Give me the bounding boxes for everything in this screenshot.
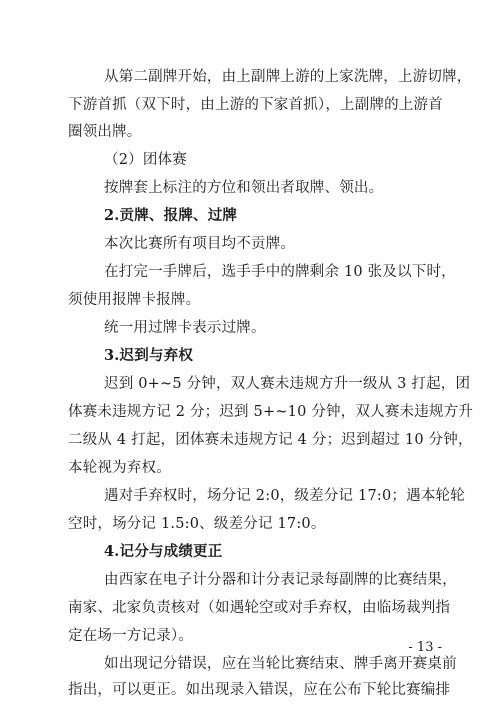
section-heading: 4.记分与成绩更正 [104,543,223,560]
paragraph-line: 从第二副牌开始，由上副牌上游的上家洗牌，上游切牌， [104,69,472,85]
paragraph-line: 定在场一方记录）。 [68,628,194,644]
paragraph-line: 由西家在电子计分器和计分表记录每副牌的比赛结果， [104,572,457,588]
section-heading: 2.贡牌、报牌、过牌 [104,207,238,224]
section-heading: 3.迟到与弃权 [104,347,194,364]
paragraph-line: 南家、北家负责核对（如遇轮空或对手弃权，由临场裁判指 [68,600,451,616]
paragraph-line: 体赛未违规方记 2 分；迟到 5+~10 分钟，双人赛未违规方升 [68,404,474,420]
paragraph-line: 遇对手弃权时，场分记 2:0，级差分记 17:0；遇本轮轮 [104,488,465,504]
paragraph-line: 迟到 0+~5 分钟，双人赛未违规方升一级从 3 打起，团 [104,376,471,392]
paragraph-line: 本次比赛所有项目均不贡牌。 [104,236,296,252]
subsection-title: （2）团体赛 [104,152,187,168]
paragraph-line: 下游首抓（双下时，由上游的下家首抓），上副牌的上游首 [68,97,443,113]
paragraph-line: 在打完一手牌后，选手手中的牌剩余 10 张及以下时， [104,264,456,280]
paragraph-line: 圈领出牌。 [68,124,142,140]
paragraph-line: 统一用过牌卡表示过牌。 [104,320,266,336]
page-number: - 13 - [408,640,442,655]
paragraph-line: 本轮视为弃权。 [68,460,171,476]
paragraph-line: 须使用报牌卡报牌。 [68,292,201,308]
paragraph-line: 二级从 4 打起，团体赛未违规方记 4 分；迟到超过 10 分钟， [68,432,473,448]
paragraph-line: 如出现记分错误，应在当轮比赛结束、牌手离开赛桌前 [104,656,457,672]
paragraph-line: 按牌套上标注的方位和领出者取牌、领出。 [104,180,384,196]
paragraph-line: 空时，场分记 1.5:0、级差分记 17:0。 [68,516,326,532]
paragraph-line: 指出，可以更正。如出现录入错误，应在公布下轮比赛编排 [68,682,451,698]
